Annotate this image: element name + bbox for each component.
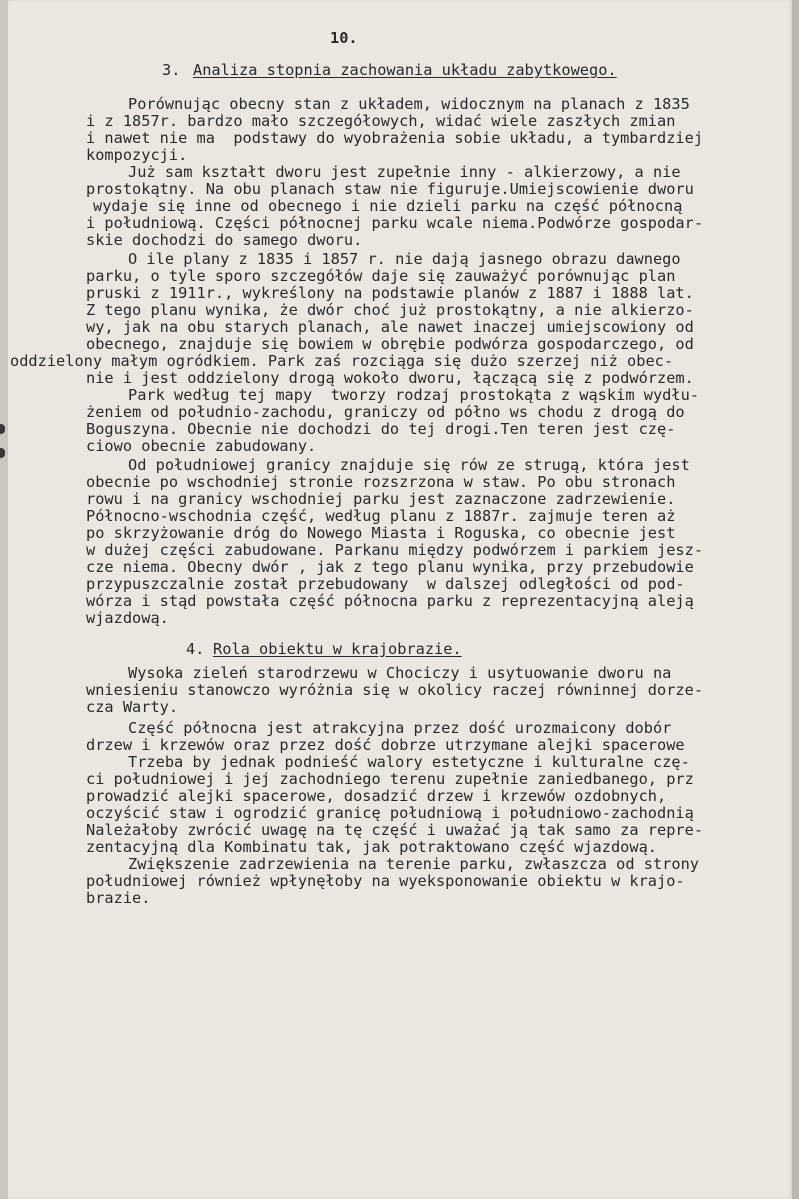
text-line: wydaje się inne od obecnego i nie dzieli parku na część północną — [93, 197, 683, 215]
text-line: Zwiększenie zadrzewienia na terenie parku, zwłaszcza od strony — [128, 855, 699, 873]
text-line: parku, o tyle sporo szczegółów daje się zauważyć porównując plan — [86, 267, 676, 285]
text-line: skie dochodzi do samego dworu. — [86, 231, 363, 249]
text-line: brazie. — [86, 889, 151, 907]
text-line: cza Warty. — [86, 698, 179, 716]
text-line: ciowo obecnie zabudowany. — [86, 437, 317, 455]
text-line: Północno-wschodnia część, według planu z 1887r. zajmuje teren aż — [86, 507, 676, 525]
text-line: cze niema. Obecny dwór , jak z tego planu wynika, przy przebudowie — [86, 558, 694, 576]
text-line: południowej również wpłynęłoby na wyeksponowanie obiektu w krajo- — [86, 872, 685, 890]
text-line: wórza i stąd powstała część północna parku z reprezentacyjną aleją — [86, 592, 694, 610]
text-line: wjazdową. — [86, 609, 169, 627]
text-line: oczyścić staw i ogrodzić granicę południową i południowo-zachodnią — [86, 804, 694, 822]
text-line: Boguszyna. Obecnie nie dochodzi do tej drogi.Ten teren jest czę- — [86, 420, 676, 438]
text-line: Trzeba by jednak podnieść walory estetyczne i kulturalne czę- — [128, 753, 690, 771]
section-3-title: Analiza stopnia zachowania układu zabytkowego. — [193, 61, 617, 79]
text-line: rowu i na granicy wschodniej parku jest zaznaczone zadrzewienie. — [86, 490, 676, 508]
text-line: w dużej części zabudowane. Parkanu między podwórzem i parkiem jesz- — [86, 541, 704, 559]
text-line: Wysoka zieleń starodrzewu w Chociczy i usytuowanie dworu na — [128, 664, 672, 682]
text-line: po skrzyżowanie dróg do Nowego Miasta i Roguska, co obecnie jest — [86, 524, 676, 542]
text-line: Już sam kształt dworu jest zupełnie inny - alkierzowy, a nie — [128, 163, 681, 181]
text-line: pruski z 1911r., wykreślony na podstawie planów z 1887 i 1888 lat. — [86, 284, 694, 302]
section-3-number: 3. — [162, 61, 181, 79]
text-line: zentacyjną dla Kombinatu tak, jak potraktowano część wjazdową. — [86, 838, 657, 856]
text-line: Część północna jest atrakcyjna przez dość urozmaicony dobór — [128, 719, 672, 737]
text-line: Należałoby zwrócić uwagę na tę część i uważać ją tak samo za repre- — [86, 821, 704, 839]
text-line: kompozycji. — [86, 146, 188, 164]
text-line: i z 1857r. bardzo mało szczegółowych, widać wiele zaszłych zmian — [86, 112, 676, 130]
text-line: prowadzić alejki spacerowe, dosadzić drzew i krzewów ozdobnych, — [86, 787, 667, 805]
section-4-title: Rola obiektu w krajobrazie. — [213, 640, 462, 658]
text-line: O ile plany z 1835 i 1857 r. nie dają jasnego obrazu dawnego — [128, 250, 681, 268]
page-number: 10. — [330, 29, 358, 47]
text-line: wy, jak na obu starych planach, ale nawet inaczej umiejscowiony od — [86, 318, 694, 336]
text-line: i nawet nie ma podstawy do wyobrażenia sobie układu, a tymbardziej — [86, 129, 704, 147]
text-line: Park według tej mapy tworzy rodzaj prostokąta z wąskim wydłu- — [128, 386, 699, 404]
text-line: wniesieniu stanowczo wyróżnia się w okolicy raczej równinnej dorze- — [86, 681, 704, 699]
text-line: obecnego, znajduje się bowiem w obrębie podwórza gospodarczego, od — [86, 335, 694, 353]
text-line: obecnie po wschodniej stronie rozszrzona w staw. Po obu stronach — [86, 473, 676, 491]
text-line: Porównując obecny stan z układem, widocznym na planach z 1835 — [128, 95, 690, 113]
text-line: Od południowej granicy znajduje się rów ze strugą, która jest — [128, 456, 690, 474]
section-4-number: 4. — [186, 640, 205, 658]
text-line: oddzielony małym ogródkiem. Park zaś rozciąga się dużo szerzej niż obec- — [10, 352, 674, 370]
text-line: przypuszczalnie został przebudowany w dalszej odległości od pod- — [86, 575, 685, 593]
text-line: drzew i krzewów oraz przez dość dobrze utrzymane alejki spacerowe — [86, 736, 685, 754]
text-line: nie i jest oddzielony drogą wokoło dworu, łączącą się z podwórzem. — [86, 369, 694, 387]
text-line: i południową. Części północnej parku wcale niema.Podwórze gospodar- — [86, 214, 704, 232]
text-line: ci południowej i jej zachodniego terenu zupełnie zaniedbanego, prz — [86, 770, 694, 788]
text-line: żeniem od południo-zachodu, graniczy od półno ws chodu z drogą do — [86, 403, 685, 421]
text-line: prostokątny. Na obu planach staw nie figuruje.Umiejscowienie dworu — [86, 180, 694, 198]
text-line: Z tego planu wynika, że dwór choć już prostokątny, a nie alkierzo- — [86, 301, 694, 319]
